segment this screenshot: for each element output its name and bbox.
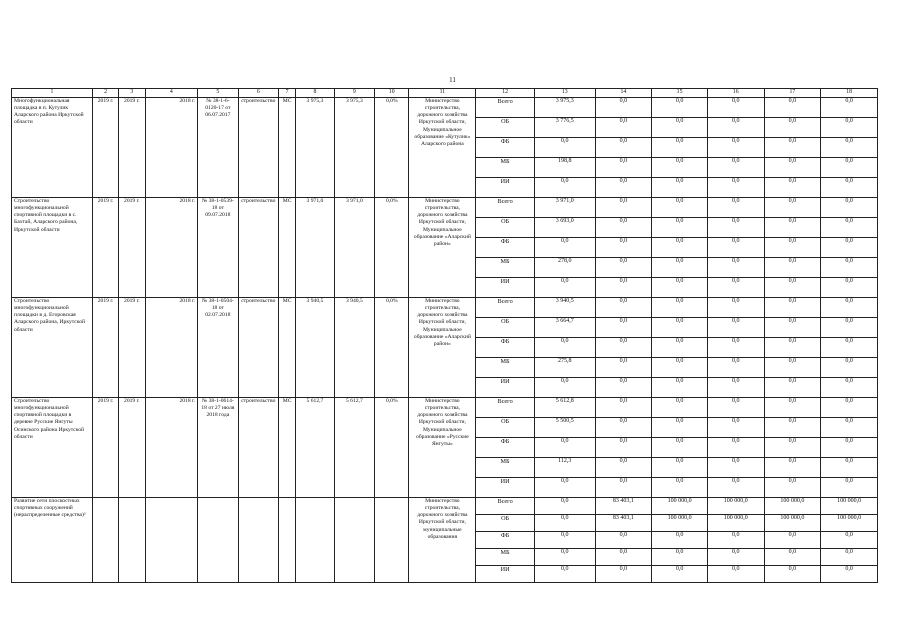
- funding-value: 0,0: [595, 531, 652, 548]
- funding-value: 3 776,5: [534, 117, 595, 137]
- funding-source: ИИ: [476, 177, 535, 197]
- work-type: строительство: [238, 97, 278, 197]
- year: 2018 г.: [145, 397, 198, 497]
- funding-source: МБ: [476, 548, 535, 565]
- funding-value: 0,0: [652, 531, 708, 548]
- funding-value: 0,0: [652, 197, 708, 217]
- funding-value: 83 403,1: [595, 514, 652, 531]
- funding-value: 0,0: [821, 357, 878, 377]
- project-name: Строительство многофункциональной площадки в д. Егоровская Аларского района, Иркутской области: [12, 297, 93, 397]
- funding-value: 0,0: [707, 317, 764, 337]
- funding-value: 0,0: [595, 397, 652, 417]
- funding-value: 0,0: [652, 565, 708, 582]
- funding-value: 0,0: [764, 477, 821, 497]
- funding-value: 0,0: [534, 497, 595, 514]
- funding-value: 0,0: [707, 217, 764, 237]
- funding-value: 0,0: [707, 531, 764, 548]
- funding-source: Всего: [476, 297, 535, 317]
- work-type: строительство: [238, 297, 278, 397]
- project-name: Строительство многофункциональной спортивной площадки в деревне Русские Янгуты Осинского района Иркутской области: [12, 397, 93, 497]
- funding-value: 0,0: [821, 257, 878, 277]
- remaining-cost: [334, 497, 374, 582]
- funding-value: 0,0: [595, 317, 652, 337]
- funding-value: 0,0: [534, 177, 595, 197]
- column-number: 3: [119, 89, 145, 98]
- funding-value: 0,0: [707, 117, 764, 137]
- expertise-number: № 38-1-0614-18 от 27 июля 2018 года: [198, 397, 238, 497]
- funding-value: 0,0: [707, 357, 764, 377]
- column-number: 5: [198, 89, 238, 98]
- funding-source: Всего: [476, 97, 535, 117]
- funding-value: 0,0: [534, 377, 595, 397]
- funding-value: 0,0: [595, 417, 652, 437]
- funding-source: ФБ: [476, 237, 535, 257]
- column-number: 4: [145, 89, 198, 98]
- funding-source: ОБ: [476, 317, 535, 337]
- funding-value: 0,0: [652, 257, 708, 277]
- funding-value: 0,0: [652, 317, 708, 337]
- funding-value: 0,0: [764, 417, 821, 437]
- funding-value: 0,0: [652, 217, 708, 237]
- funding-value: 0,0: [652, 377, 708, 397]
- remaining-cost: 3 971,0: [334, 197, 374, 297]
- work-type: [238, 497, 278, 582]
- expertise-number: № 38-1-0504-18 от 02.07.2018: [198, 297, 238, 397]
- funding-value: 0,0: [595, 197, 652, 217]
- funding-value: 0,0: [707, 457, 764, 477]
- funding-value: 0,0: [821, 565, 878, 582]
- expertise-number: № 38-1-6-0120-17 от 06.07.2017: [198, 97, 238, 197]
- funding-value: 0,0: [652, 397, 708, 417]
- table-row: [12, 297, 878, 317]
- funding-value: 3 940,5: [534, 297, 595, 317]
- project-name: Строительство многофункциональной спортивной площадки в с. Бахтай, Аларского района, Иркутской области: [12, 197, 93, 297]
- funding-value: 3 971,0: [534, 197, 595, 217]
- funding-source: Всего: [476, 397, 535, 417]
- column-number: 15: [652, 89, 708, 98]
- funding-value: 0,0: [707, 477, 764, 497]
- funding-source: МБ: [476, 357, 535, 377]
- funding-value: 0,0: [764, 437, 821, 457]
- executor: Министерство строительства, дорожного хозяйства Иркутской области, Муниципальное образование «Аларский район»: [409, 297, 476, 397]
- funding-value: 0,0: [652, 177, 708, 197]
- year: 2018 г.: [145, 297, 198, 397]
- estimate-cost: 3 971,0: [296, 197, 334, 297]
- end-year: 2019 г.: [119, 97, 145, 197]
- readiness-percent: 0,0%: [375, 297, 409, 397]
- funding-value: 0,0: [652, 417, 708, 437]
- readiness-percent: [375, 497, 409, 582]
- funding-value: 0,0: [707, 97, 764, 117]
- funding-value: 0,0: [707, 377, 764, 397]
- funding-value: 0,0: [821, 437, 878, 457]
- funding-value: 0,0: [764, 297, 821, 317]
- funding-value: 0,0: [652, 237, 708, 257]
- work-type: строительство: [238, 397, 278, 497]
- funding-value: 0,0: [764, 548, 821, 565]
- funding-value: 0,0: [764, 377, 821, 397]
- funding-value: 0,0: [534, 437, 595, 457]
- funding-value: 0,0: [707, 297, 764, 317]
- funding-value: 0,0: [821, 137, 878, 157]
- funding-value: 0,0: [595, 357, 652, 377]
- funding-value: 0,0: [534, 531, 595, 548]
- funding-value: 0,0: [821, 317, 878, 337]
- funding-value: 0,0: [707, 417, 764, 437]
- funding-value: 100 000,0: [821, 497, 878, 514]
- power-unit: МС: [279, 397, 296, 497]
- funding-value: 0,0: [764, 337, 821, 357]
- funding-source: ОБ: [476, 217, 535, 237]
- executor: Министерство строительства, дорожного хозяйства Иркутской области, Муниципальное образование «Кутулик» Аларского района: [409, 97, 476, 197]
- funding-value: 275,8: [534, 357, 595, 377]
- funding-value: 0,0: [652, 337, 708, 357]
- funding-value: 0,0: [595, 97, 652, 117]
- remaining-cost: 3 975,3: [334, 97, 374, 197]
- column-number: 10: [375, 89, 409, 98]
- remaining-cost: 5 612,7: [334, 397, 374, 497]
- funding-value: 198,8: [534, 157, 595, 177]
- column-number-row: [12, 89, 878, 98]
- year: 2018 г.: [145, 197, 198, 297]
- funding-value: 0,0: [821, 548, 878, 565]
- funding-value: 0,0: [595, 297, 652, 317]
- funding-value: 0,0: [764, 237, 821, 257]
- executor: Министерство строительства, дорожного хозяйства Иркутской области, Муниципальное образование «Русские Янгуты»: [409, 397, 476, 497]
- funding-value: 0,0: [821, 277, 878, 297]
- funding-value: 0,0: [821, 377, 878, 397]
- end-year: 2019 г.: [119, 397, 145, 497]
- funding-value: 0,0: [652, 297, 708, 317]
- funding-value: 0,0: [595, 437, 652, 457]
- funding-value: 0,0: [652, 97, 708, 117]
- column-number: 1: [12, 89, 93, 98]
- funding-value: 0,0: [764, 357, 821, 377]
- year: 2018 г.: [145, 97, 198, 197]
- funding-value: 0,0: [534, 237, 595, 257]
- year: [145, 497, 198, 582]
- funding-value: 0,0: [821, 117, 878, 137]
- end-year: [119, 497, 145, 582]
- funding-value: 0,0: [534, 477, 595, 497]
- funding-value: 0,0: [821, 531, 878, 548]
- funding-value: 0,0: [534, 548, 595, 565]
- funding-source: ФБ: [476, 531, 535, 548]
- funding-value: 0,0: [652, 477, 708, 497]
- end-year: 2019 г.: [119, 197, 145, 297]
- funding-value: 0,0: [821, 477, 878, 497]
- funding-source: ИИ: [476, 477, 535, 497]
- expertise-number: [198, 497, 238, 582]
- funding-value: 100 000,0: [821, 514, 878, 531]
- funding-value: 0,0: [764, 217, 821, 237]
- readiness-percent: 0,0%: [375, 97, 409, 197]
- funding-value: 0,0: [595, 477, 652, 497]
- funding-value: 0,0: [534, 514, 595, 531]
- funding-value: 0,0: [595, 117, 652, 137]
- funding-value: 0,0: [707, 257, 764, 277]
- funding-value: 0,0: [652, 277, 708, 297]
- column-number: 12: [476, 89, 535, 98]
- funding-value: 0,0: [821, 297, 878, 317]
- funding-value: 0,0: [595, 377, 652, 397]
- column-number: 16: [707, 89, 764, 98]
- power-unit: МС: [279, 197, 296, 297]
- funding-value: 0,0: [764, 177, 821, 197]
- funding-value: 83 403,1: [595, 497, 652, 514]
- funding-source: ФБ: [476, 137, 535, 157]
- estimate-cost: [296, 497, 334, 582]
- funding-value: 0,0: [764, 197, 821, 217]
- funding-value: 0,0: [821, 177, 878, 197]
- column-number: 6: [238, 89, 278, 98]
- funding-source: МБ: [476, 157, 535, 177]
- funding-value: 0,0: [764, 397, 821, 417]
- funding-value: 0,0: [595, 137, 652, 157]
- funding-value: 100 000,0: [652, 514, 708, 531]
- funding-value: 0,0: [595, 457, 652, 477]
- funding-value: 0,0: [534, 565, 595, 582]
- funding-source: МБ: [476, 457, 535, 477]
- funding-value: 0,0: [595, 237, 652, 257]
- funding-value: 0,0: [595, 548, 652, 565]
- estimate-cost: 5 612,7: [296, 397, 334, 497]
- end-year: 2019 г.: [119, 297, 145, 397]
- funding-source: ФБ: [476, 337, 535, 357]
- start-year: 2019 г.: [92, 297, 118, 397]
- start-year: 2019 г.: [92, 397, 118, 497]
- funding-value: 0,0: [652, 548, 708, 565]
- funding-value: 100 000,0: [764, 514, 821, 531]
- funding-value: 0,0: [707, 277, 764, 297]
- project-name: Развитие сети плоскостных спортивных сооружений (нераспределенные средства)²: [12, 497, 93, 582]
- funding-value: 0,0: [764, 157, 821, 177]
- column-number: 9: [334, 89, 374, 98]
- column-number: 14: [595, 89, 652, 98]
- funding-value: 100 000,0: [652, 497, 708, 514]
- funding-value: 0,0: [595, 217, 652, 237]
- funding-value: 5 500,5: [534, 417, 595, 437]
- funding-value: 0,0: [534, 337, 595, 357]
- table-row: [12, 397, 878, 417]
- financing-table: [11, 88, 878, 583]
- funding-value: 0,0: [652, 357, 708, 377]
- funding-value: 0,0: [764, 97, 821, 117]
- funding-value: 0,0: [595, 157, 652, 177]
- funding-value: 0,0: [595, 337, 652, 357]
- funding-source: ИИ: [476, 377, 535, 397]
- funding-source: ОБ: [476, 417, 535, 437]
- column-number: 2: [92, 89, 118, 98]
- funding-value: 3 975,3: [534, 97, 595, 117]
- funding-value: 0,0: [652, 137, 708, 157]
- remaining-cost: 3 940,5: [334, 297, 374, 397]
- table-row: [12, 97, 878, 117]
- column-number: 18: [821, 89, 878, 98]
- work-type: строительство: [238, 197, 278, 297]
- funding-value: 0,0: [595, 257, 652, 277]
- funding-value: 0,0: [707, 337, 764, 357]
- funding-value: 0,0: [595, 277, 652, 297]
- funding-value: 0,0: [707, 197, 764, 217]
- table-body: [12, 89, 878, 583]
- funding-value: 0,0: [707, 565, 764, 582]
- estimate-cost: 3 940,5: [296, 297, 334, 397]
- funding-value: 0,0: [764, 257, 821, 277]
- table-row: [12, 497, 878, 514]
- readiness-percent: 0,0%: [375, 197, 409, 297]
- funding-value: 278,0: [534, 257, 595, 277]
- column-number: 8: [296, 89, 334, 98]
- readiness-percent: 0,0%: [375, 397, 409, 497]
- power-unit: МС: [279, 97, 296, 197]
- funding-source: Всего: [476, 197, 535, 217]
- estimate-cost: 3 975,3: [296, 97, 334, 197]
- funding-value: 0,0: [707, 137, 764, 157]
- page-number: 11: [449, 76, 456, 84]
- funding-value: 0,0: [764, 565, 821, 582]
- funding-value: 0,0: [652, 457, 708, 477]
- column-number: 11: [409, 89, 476, 98]
- funding-source: ИИ: [476, 565, 535, 582]
- funding-value: 0,0: [652, 117, 708, 137]
- funding-value: 100 000,0: [764, 497, 821, 514]
- funding-value: 0,0: [764, 137, 821, 157]
- funding-value: 0,0: [764, 531, 821, 548]
- funding-value: 0,0: [534, 277, 595, 297]
- column-number: 13: [534, 89, 595, 98]
- funding-value: 0,0: [707, 397, 764, 417]
- funding-value: 0,0: [707, 237, 764, 257]
- funding-value: 0,0: [652, 157, 708, 177]
- funding-value: 0,0: [764, 117, 821, 137]
- funding-value: 0,0: [821, 237, 878, 257]
- funding-value: 3 693,0: [534, 217, 595, 237]
- funding-value: 0,0: [595, 177, 652, 197]
- funding-value: 0,0: [534, 137, 595, 157]
- funding-value: 0,0: [821, 157, 878, 177]
- funding-value: 0,0: [652, 437, 708, 457]
- power-unit: [279, 497, 296, 582]
- funding-value: 100 000,0: [707, 497, 764, 514]
- expertise-number: № 38-1-0539-18 от 09.07.2018: [198, 197, 238, 297]
- funding-value: 0,0: [764, 317, 821, 337]
- funding-value: 0,0: [821, 197, 878, 217]
- start-year: 2019 г.: [92, 197, 118, 297]
- table-row: [12, 197, 878, 217]
- column-number: 17: [764, 89, 821, 98]
- funding-value: 100 000,0: [707, 514, 764, 531]
- start-year: 2019 г.: [92, 97, 118, 197]
- funding-value: 0,0: [821, 457, 878, 477]
- funding-value: 5 612,8: [534, 397, 595, 417]
- funding-source: ИИ: [476, 277, 535, 297]
- power-unit: МС: [279, 297, 296, 397]
- funding-source: МБ: [476, 257, 535, 277]
- funding-source: ОБ: [476, 514, 535, 531]
- funding-value: 0,0: [821, 397, 878, 417]
- funding-value: 0,0: [821, 217, 878, 237]
- funding-source: ФБ: [476, 437, 535, 457]
- funding-value: 0,0: [707, 157, 764, 177]
- funding-value: 0,0: [821, 337, 878, 357]
- column-number: 7: [279, 89, 296, 98]
- funding-value: 0,0: [707, 177, 764, 197]
- start-year: [92, 497, 118, 582]
- funding-source: ОБ: [476, 117, 535, 137]
- funding-value: 0,0: [821, 417, 878, 437]
- project-name: Многофункциональная площадка в п. Кутулик Аларского района Иркутской области: [12, 97, 93, 197]
- funding-value: 0,0: [595, 565, 652, 582]
- funding-value: 0,0: [764, 277, 821, 297]
- executor: Министерство строительства, дорожного хозяйства Иркутской области, Муниципальное образование «Аларский район»: [409, 197, 476, 297]
- funding-value: 3 664,7: [534, 317, 595, 337]
- executor: Министерство строительства, дорожного хозяйства Иркутской области, муниципальные образования: [409, 497, 476, 582]
- funding-value: 0,0: [707, 548, 764, 565]
- funding-value: 0,0: [821, 97, 878, 117]
- funding-value: 0,0: [764, 457, 821, 477]
- funding-value: 0,0: [707, 437, 764, 457]
- funding-value: 112,3: [534, 457, 595, 477]
- funding-source: Всего: [476, 497, 535, 514]
